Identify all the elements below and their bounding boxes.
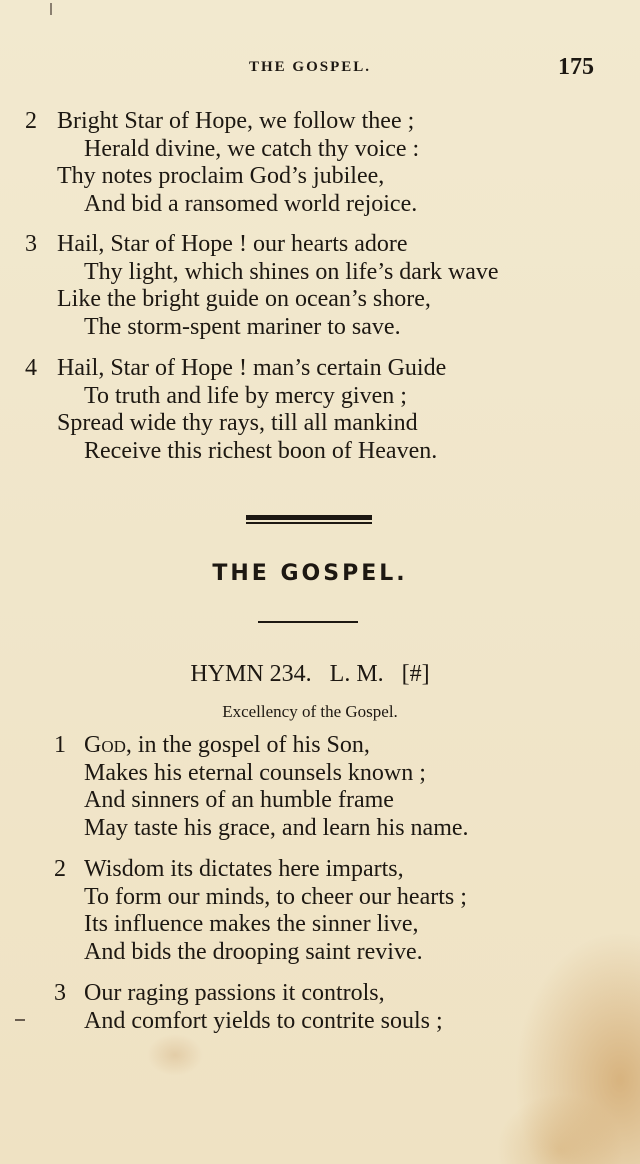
- verse-line: And comfort yields to contrite souls ;: [84, 1007, 443, 1034]
- hymn-verse-3: [0, 980, 640, 1035]
- section-divider-double: [246, 515, 372, 526]
- margin-tick: [50, 3, 52, 15]
- verse-line: And bid a ransomed world rejoice.: [84, 190, 418, 217]
- verse-line: The storm-spent mariner to save.: [84, 313, 401, 340]
- verse-line: Its influence makes the sinner live,: [84, 911, 419, 937]
- verse-line: [0, 732, 640, 760]
- prev-verse-3: [0, 231, 640, 341]
- prev-verse-4: [0, 355, 640, 465]
- verse-line: To form our minds, to cheer our hearts ;: [84, 883, 467, 910]
- verse-line: Wisdom its dictates here imparts,: [84, 856, 404, 882]
- verse-number: 3: [54, 980, 66, 1006]
- verse-line: Spread wide thy rays, till all mankind: [57, 410, 418, 436]
- verse-line: Hail, Star of Hope ! man’s certain Guide: [57, 355, 447, 381]
- verse-line: Receive this richest boon of Heaven.: [84, 437, 438, 464]
- hymn-verse-2: [0, 856, 640, 966]
- verse-line: Hail, Star of Hope ! our hearts adore: [57, 231, 408, 257]
- hymn-heading: HYMN 234. L. M. [#]: [190, 661, 430, 687]
- verse-line: Bright Star of Hope, we follow thee ;: [57, 108, 415, 134]
- section-title: THE GOSPEL.: [212, 561, 408, 586]
- verse-line: And sinners of an humble frame: [84, 787, 394, 813]
- section-divider: [258, 621, 358, 623]
- verse-line: Thy notes proclaim God’s jubilee,: [57, 163, 385, 189]
- verse-line: Like the bright guide on ocean’s shore,: [57, 286, 431, 312]
- verse-number: 2: [54, 856, 66, 882]
- verse-line: Our raging passions it controls,: [84, 980, 385, 1006]
- running-title: THE GOSPEL.: [248, 59, 372, 75]
- verse-line: Herald divine, we catch thy voice :: [84, 135, 420, 162]
- verse-line: And bids the drooping saint revive.: [84, 938, 423, 965]
- verse-line: Makes his eternal counsels known ;: [84, 759, 426, 786]
- page-number: 175: [558, 54, 594, 80]
- verse-line: May taste his grace, and learn his name.: [84, 814, 469, 841]
- hymn-subtitle: Excellency of the Gospel.: [222, 702, 398, 721]
- hymn-verse-1: [0, 732, 640, 842]
- verse-line-rest: in the gospel of his Son,: [131, 732, 370, 758]
- margin-mark: [15, 1019, 25, 1021]
- verse-number: 1: [54, 732, 66, 758]
- verse-number: 4: [25, 355, 37, 381]
- verse-first-word: God,: [84, 732, 132, 758]
- prev-verse-2: [0, 108, 640, 218]
- verse-number: 2: [25, 108, 37, 134]
- verse-number: 3: [25, 231, 37, 257]
- verse-line: To truth and life by mercy given ;: [84, 382, 407, 409]
- verse-line: Thy light, which shines on life’s dark wave: [84, 258, 499, 285]
